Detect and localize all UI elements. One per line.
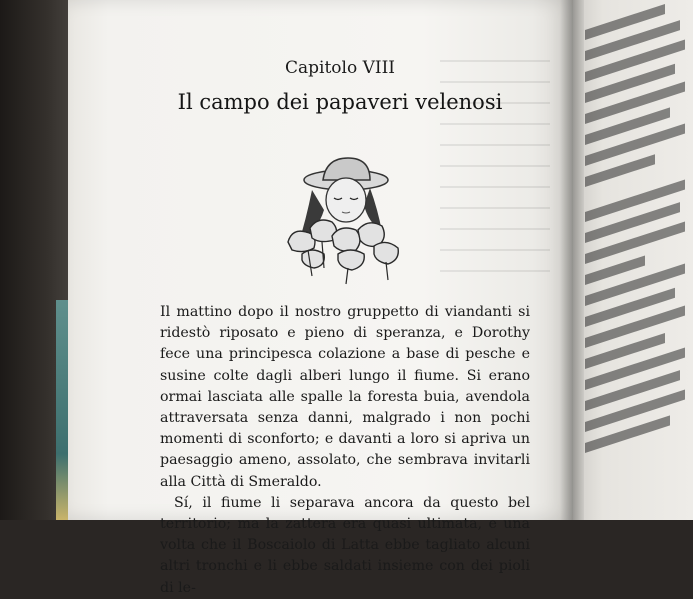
book-gutter [560, 0, 584, 520]
paragraph: Sí, il fiume li separava ancora da questo bel territorio; ma la zattera era quasi ultimata, e una volta che il Boscaiolo di Latta ebbe tagliato alcuni altri tronchi e li ebbe saldati insieme con dei pioli di le- [160, 494, 530, 596]
right-page-text-blur [585, 0, 693, 520]
girl-with-poppies-illustration [278, 150, 408, 290]
chapter-title: Il campo dei papaveri velenosi [177, 90, 503, 114]
chapter-body-text [160, 302, 530, 599]
chapter-number: Capitolo VIII [284, 58, 396, 78]
paragraph: Il mattino dopo il nostro gruppetto di viandanti si ridestò riposato e pieno di speranza, e Dorothy fece una principesca colazione a base di pesche e susine colte dagli alberi lungo il fiume. Si erano ormai lasciata alle spalle la foresta buia, avendola attraversata senza danni, malgrado i non pochi momenti di sconforto; e davanti a loro si apriva un paesaggio ameno, assolato, che sembrava invitarli alla Città di Smeraldo. [160, 304, 530, 490]
